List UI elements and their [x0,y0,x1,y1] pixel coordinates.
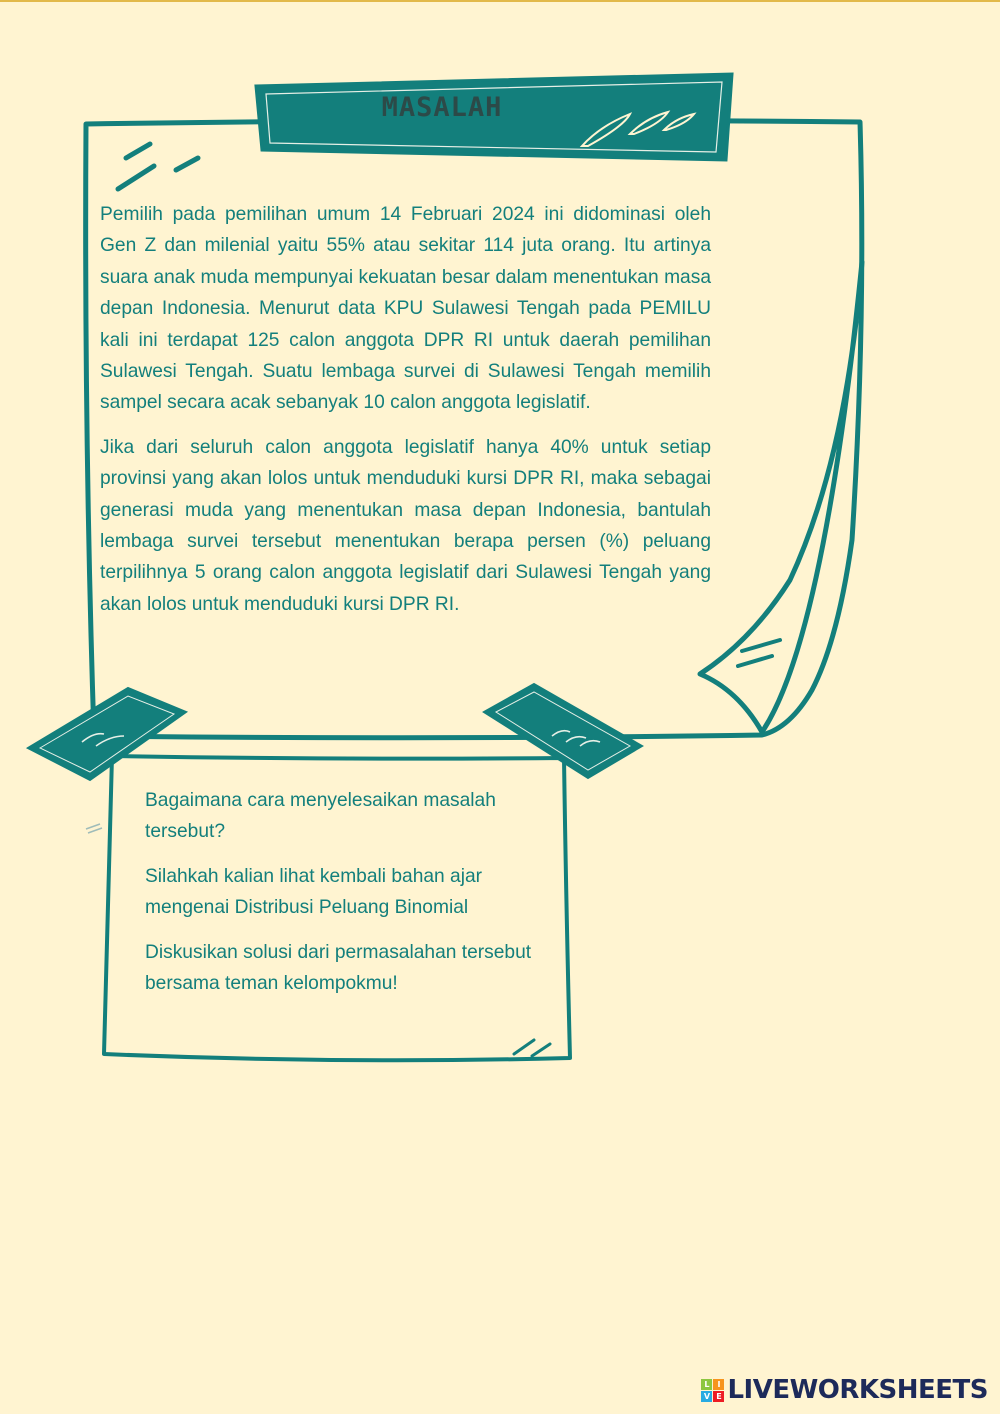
liveworksheets-brand[interactable] [701,1374,988,1406]
page-curl [700,262,862,732]
liveworksheets-logo-icon: L I V E [701,1379,724,1402]
task-paragraph: Silahkah kalian lihat kembali bahan ajar mengenai Distribusi Peluang Binomial [145,866,483,918]
problem-paragraph: Pemilih pada pemilihan umum 14 Februari 2024 ini didominasi oleh Gen Z dan milenial yaitu 55% atau sekitar 114 juta orang. Itu artinya suara anak muda mempunyai kekuatan besar dalam menentukan masa depan Indonesia. Menurut data KPU Sulawesi Tengah pada PEMILU kali ini terdapat 125 calon anggota DPR RI untuk daerah pemilihan Sulawesi Tengah. Suatu lembaga survei di Sulawesi Tengah memilih sampel secara acak sebanyak 10 calon anggota legislatif. [100,204,711,414]
banner-title: MASALAH [381,92,503,123]
task-paragraph: Bagaimana cara menyelesaikan masalah tersebut? [145,790,496,842]
task-instructions [145,785,545,1013]
tape-left [28,688,186,780]
problem-paragraph: Jika dari seluruh calon anggota legislatif hanya 40% untuk setiap provinsi yang akan lolos untuk menduduki kursi DPR RI, maka sebagai generasi muda yang menentukan masa depan Indonesia, bantulah lembaga survei tersebut menentukan berapa persen (%) peluang terpilihnya 5 orang calon anggota legislatif dari Sulawesi Tengah yang akan lolos untuk menduduki kursi DPR RI. [100,436,711,615]
brand-name: LIVEWORKSHEETS [727,1375,988,1405]
task-paragraph: Diskusikan solusi dari permasalahan tersebut bersama teman kelompokmu! [145,942,532,994]
problem-statement [100,199,711,633]
